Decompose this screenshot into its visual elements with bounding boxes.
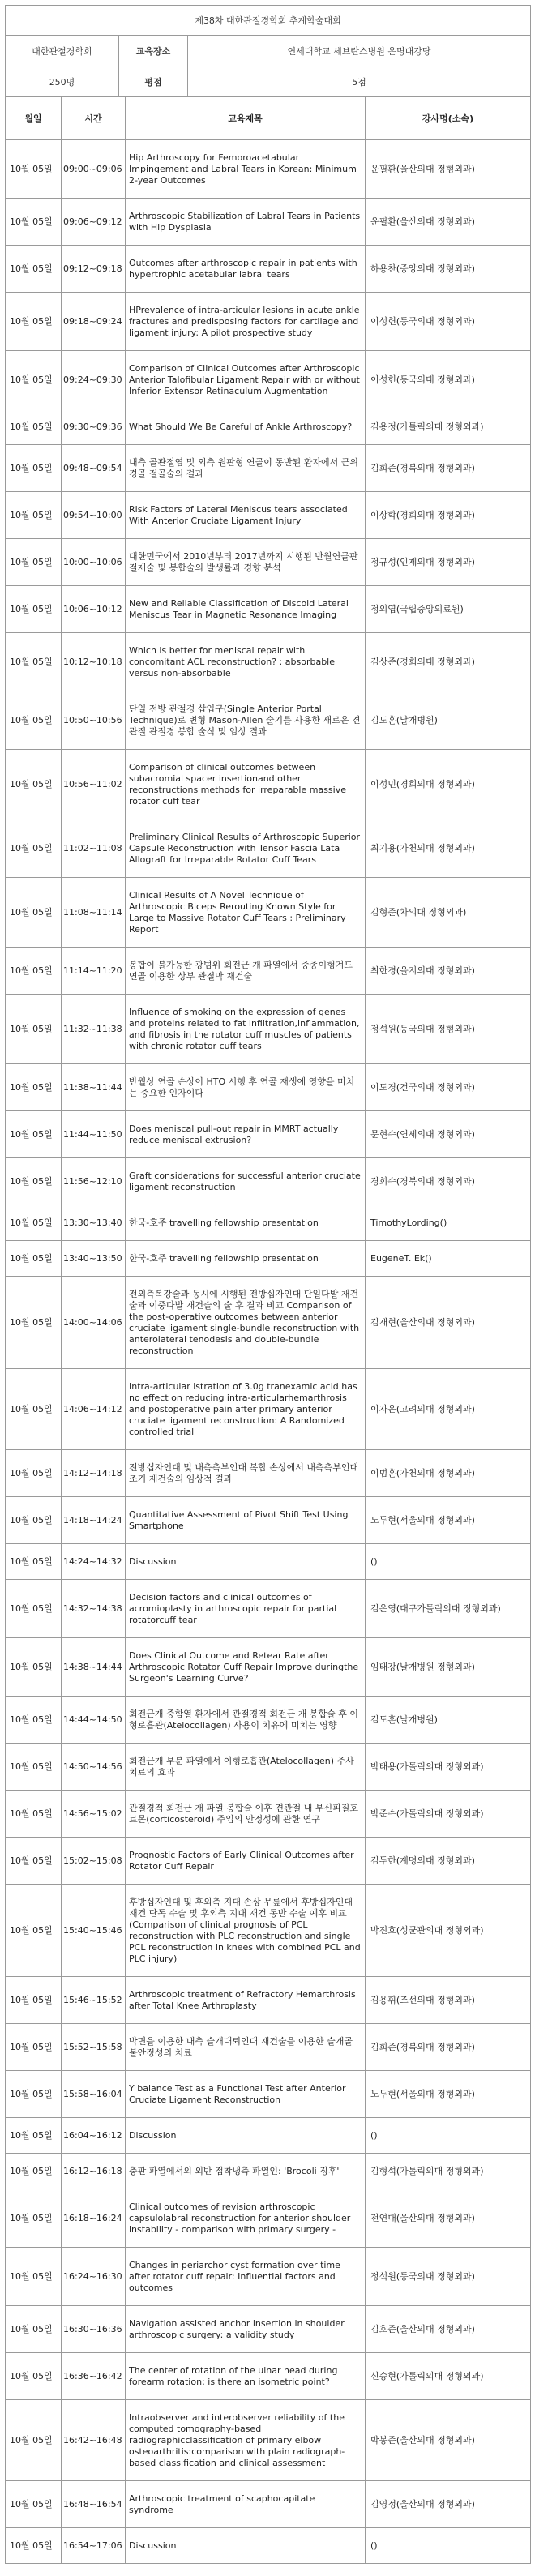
session-topic: 충판 파열에서의 외반 접착냉측 파열인: 'Brocoli 징후' — [126, 2154, 366, 2189]
session-row — [6, 1885, 531, 1977]
session-date: 10월 05일 — [6, 750, 62, 819]
session-time: 15:58~16:04 — [62, 2071, 126, 2118]
session-speaker: 노두현(서울의대 정형외과) — [366, 2071, 531, 2118]
session-time: 16:30~16:36 — [62, 2306, 126, 2353]
session-date: 10월 05일 — [6, 1369, 62, 1450]
session-topic: Hip Arthroscopy for Femoroacetabular Impingement and Labral Tears in Korean: Minimum 2-year Outcomes — [126, 140, 366, 199]
session-speaker: 김영정(울산의대 정형외과) — [366, 2481, 531, 2528]
session-date: 10월 05일 — [6, 199, 62, 246]
session-row — [6, 1977, 531, 2024]
session-topic: 한국-호주 travelling fellowship presentation — [126, 1241, 366, 1277]
session-row — [6, 2118, 531, 2154]
session-speaker: () — [366, 2118, 531, 2154]
session-date: 10월 05일 — [6, 409, 62, 445]
session-speaker: 김상준(경희의대 정형외과) — [366, 633, 531, 691]
session-topic: 단일 전방 관절경 삽입구(Single Anterior Portal Technique)로 변형 Mason-Allen 술기를 사용한 새로운 견관절 관절경 봉합 술식 및 임상 결과 — [126, 691, 366, 750]
session-speaker: 최기용(가천의대 정형외과) — [366, 819, 531, 878]
session-date: 10월 05일 — [6, 539, 62, 586]
session-speaker: 이도경(건국의대 정형외과) — [366, 1064, 531, 1111]
session-date: 10월 05일 — [6, 1205, 62, 1241]
session-row — [6, 539, 531, 586]
session-topic: Clinical Results of A Novel Technique of Arthroscopic Biceps Rerouting Known Style for Large to Massive Rotator Cuff Tears : Preliminary Report — [126, 878, 366, 948]
session-row — [6, 409, 531, 445]
session-date: 10월 05일 — [6, 351, 62, 409]
session-topic: Intraobserver and interobserver reliability of the computed tomography-based radiographicclassification of primary elbow osteoarthritis:comparison with plain radiograph-based classification and clinical assessment — [126, 2400, 366, 2481]
session-speaker: 이성민(경희의대 정형외과) — [366, 750, 531, 819]
session-row — [6, 586, 531, 633]
program-title: 제38차 대한관절경학회 추계학술대회 — [6, 6, 531, 36]
session-row — [6, 1111, 531, 1158]
session-time: 14:24~14:32 — [62, 1544, 126, 1580]
session-topic: HPrevalence of intra-articular lesions in acute ankle fractures and predisposing factors for cartilage and ligament injury: A pilot prospective study — [126, 293, 366, 351]
session-topic: Navigation assisted anchor insertion in shoulder arthroscopic surgery: a validity study — [126, 2306, 366, 2353]
session-speaker: 정석원(동국의대 정형외과) — [366, 995, 531, 1064]
session-topic: Prognostic Factors of Early Clinical Outcomes after Rotator Cuff Repair — [126, 1838, 366, 1885]
session-time: 09:12~09:18 — [62, 246, 126, 293]
session-speaker: 박진호(성균관의대 정형외과) — [366, 1885, 531, 1977]
session-topic: Decision factors and clinical outcomes of acromioplasty in arthroscopic repair for partial rotatorcuff tear — [126, 1580, 366, 1638]
session-speaker: 김호준(울산의대 정형외과) — [366, 2306, 531, 2353]
session-time: 16:42~16:48 — [62, 2400, 126, 2481]
session-speaker: 박준수(가톨릭의대 정형외과) — [366, 1791, 531, 1838]
session-topic: 한국-호주 travelling fellowship presentation — [126, 1205, 366, 1241]
session-topic: 반월상 연골 손상이 HTO 시행 후 연골 재생에 영향을 미치는 중요한 인자이다 — [126, 1064, 366, 1111]
session-row — [6, 2481, 531, 2528]
session-speaker: 김희준(경북의대 정형외과) — [366, 445, 531, 492]
session-date: 10월 05일 — [6, 1450, 62, 1497]
session-row — [6, 1638, 531, 1697]
session-topic: The center of rotation of the ulnar head during forearm rotation: is there an isometric point? — [126, 2353, 366, 2400]
session-date: 10월 05일 — [6, 293, 62, 351]
session-time: 10:50~10:56 — [62, 691, 126, 750]
session-time: 09:30~09:36 — [62, 409, 126, 445]
session-row — [6, 2528, 531, 2564]
session-time: 09:48~09:54 — [62, 445, 126, 492]
session-date: 10월 05일 — [6, 1241, 62, 1277]
session-time: 16:04~16:12 — [62, 2118, 126, 2154]
session-date: 10월 05일 — [6, 246, 62, 293]
session-speaker: 이범훈(가천의대 정형외과) — [366, 1450, 531, 1497]
session-topic: Arthroscopic treatment of Refractory Hemarthrosis after Total Knee Arthroplasty — [126, 1977, 366, 2024]
session-topic: Y balance Test as a Functional Test after Anterior Cruciate Ligament Reconstruction — [126, 2071, 366, 2118]
session-time: 11:08~11:14 — [62, 878, 126, 948]
session-time: 14:18~14:24 — [62, 1497, 126, 1544]
session-topic: What Should We Be Careful of Ankle Arthroscopy? — [126, 409, 366, 445]
session-row — [6, 445, 531, 492]
session-row — [6, 1744, 531, 1791]
session-time: 09:24~09:30 — [62, 351, 126, 409]
session-time: 09:00~09:06 — [62, 140, 126, 199]
session-row — [6, 492, 531, 539]
capacity: 250명 — [6, 66, 119, 97]
session-speaker: 윤필환(울산의대 정형외과) — [366, 199, 531, 246]
session-speaker: 윤필환(울산의대 정형외과) — [366, 140, 531, 199]
session-time: 16:24~16:30 — [62, 2248, 126, 2306]
session-speaker: 노두현(서울의대 정형외과) — [366, 1497, 531, 1544]
credits: 5점 — [188, 66, 531, 97]
session-time: 13:40~13:50 — [62, 1241, 126, 1277]
program-header-table — [5, 5, 531, 97]
session-time: 15:46~15:52 — [62, 1977, 126, 2024]
session-topic: Discussion — [126, 2118, 366, 2154]
session-date: 10월 05일 — [6, 586, 62, 633]
session-row — [6, 2071, 531, 2118]
session-topic: 후방십자인대 및 후외측 지대 손상 무릎에서 후방십자인대 재건 단독 수술 및 후외측 지대 재건 동반 수술 예후 비교(Comparison of clinical prognosis of PCL reconstruction with PLC reconstruction and single PCL reconstruction in knees with combined PCL and PLC injury) — [126, 1885, 366, 1977]
session-speaker: TimothyLording() — [366, 1205, 531, 1241]
session-topic: Does meniscal pull-out repair in MMRT actually reduce meniscal extrusion? — [126, 1111, 366, 1158]
session-time: 10:00~10:06 — [62, 539, 126, 586]
session-topic: Intra-articular istration of 3.0g tranexamic acid has no effect on reducing intra-articularhemarthrosis and postoperative pain after primary anterior cruciate ligament reconstruction: A Randomized controlled trial — [126, 1369, 366, 1450]
session-time: 14:44~14:50 — [62, 1697, 126, 1744]
session-date: 10월 05일 — [6, 2071, 62, 2118]
session-speaker: 김희준(경북의대 정형외과) — [366, 2024, 531, 2071]
session-speaker: 김용정(가톨릭의대 정형외과) — [366, 409, 531, 445]
credit-label: 평점 — [119, 66, 188, 97]
session-time: 16:48~16:54 — [62, 2481, 126, 2528]
session-topic: Outcomes after arthroscopic repair in patients with hypertrophic acetabular labral tears — [126, 246, 366, 293]
session-speaker: 김재현(울산의대 정형외과) — [366, 1277, 531, 1369]
session-time: 14:38~14:44 — [62, 1638, 126, 1697]
session-date: 10월 05일 — [6, 2154, 62, 2189]
session-time: 11:44~11:50 — [62, 1111, 126, 1158]
session-row — [6, 2024, 531, 2071]
session-date: 10월 05일 — [6, 2118, 62, 2154]
session-topic: Discussion — [126, 2528, 366, 2564]
organizer: 대한관절경학회 — [6, 36, 119, 66]
session-row — [6, 1791, 531, 1838]
session-date: 10월 05일 — [6, 2189, 62, 2248]
session-time: 14:50~14:56 — [62, 1744, 126, 1791]
session-date: 10월 05일 — [6, 1838, 62, 1885]
session-row — [6, 2154, 531, 2189]
session-topic: Graft considerations for successful anterior cruciate ligament reconstruction — [126, 1158, 366, 1205]
session-topic: Arthroscopic treatment of scaphocapitate syndrome — [126, 2481, 366, 2528]
session-speaker: 최한경(을지의대 정형외과) — [366, 948, 531, 995]
session-speaker: 정석원(동국의대 정형외과) — [366, 2248, 531, 2306]
session-row — [6, 948, 531, 995]
program-sheet — [5, 5, 530, 2564]
session-date: 10월 05일 — [6, 2306, 62, 2353]
session-date: 10월 05일 — [6, 2248, 62, 2306]
session-row — [6, 2248, 531, 2306]
session-topic: 내측 골관절염 및 외측 원판형 연골이 동반된 환자에서 근위 경골 절골술의 결과 — [126, 445, 366, 492]
session-topic: Influence of smoking on the expression of genes and proteins related to fat infiltration,inflammation, and fibrosis in the rotator cuff muscles of patients with chronic rotator cuff tears — [126, 995, 366, 1064]
session-topic: 회전근개 부분 파열에서 이형로흡관(Atelocollagen) 주사 치료의 효과 — [126, 1744, 366, 1791]
session-time: 10:12~10:18 — [62, 633, 126, 691]
session-speaker: 전연대(울산의대 정형외과) — [366, 2189, 531, 2248]
session-time: 15:02~15:08 — [62, 1838, 126, 1885]
session-time: 16:12~16:18 — [62, 2154, 126, 2189]
session-time: 10:06~10:12 — [62, 586, 126, 633]
column-header-date: 월일 — [6, 97, 62, 140]
session-row — [6, 246, 531, 293]
session-time: 11:38~11:44 — [62, 1064, 126, 1111]
session-date: 10월 05일 — [6, 691, 62, 750]
session-row — [6, 351, 531, 409]
session-time: 16:54~17:06 — [62, 2528, 126, 2564]
session-speaker: 신승현(가톨릭의대 정형외과) — [366, 2353, 531, 2400]
session-date: 10월 05일 — [6, 445, 62, 492]
column-header-speaker: 강사명(소속) — [366, 97, 531, 140]
session-row — [6, 1158, 531, 1205]
session-time: 14:12~14:18 — [62, 1450, 126, 1497]
session-date: 10월 05일 — [6, 2528, 62, 2564]
session-speaker: () — [366, 2528, 531, 2564]
session-speaker: 박봉준(울산의대 정형외과) — [366, 2400, 531, 2481]
session-topic: Changes in periarchor cyst formation over time after rotator cuff repair: Influential factors and outcomes — [126, 2248, 366, 2306]
session-table — [5, 96, 531, 2564]
session-row — [6, 2400, 531, 2481]
session-speaker: 김두한(계명의대 정형외과) — [366, 1838, 531, 1885]
session-speaker: 김은영(대구가톨릭의대 정형외과) — [366, 1580, 531, 1638]
session-time: 09:06~09:12 — [62, 199, 126, 246]
session-topic: Arthroscopic Stabilization of Labral Tears in Patients with Hip Dysplasia — [126, 199, 366, 246]
session-topic: Comparison of clinical outcomes between subacromial spacer insertionand other reconstructions methods for irreparable massive rotator cuff tear — [126, 750, 366, 819]
session-topic: Does Clinical Outcome and Retear Rate after Arthroscopic Rotator Cuff Repair Improve duringthe Surgeon's Learning Curve? — [126, 1638, 366, 1697]
column-header-time: 시간 — [62, 97, 126, 140]
session-speaker: 경희수(경북의대 정형외과) — [366, 1158, 531, 1205]
session-speaker: 김용휘(조선의대 정형외과) — [366, 1977, 531, 2024]
session-row — [6, 140, 531, 199]
session-time: 09:54~10:00 — [62, 492, 126, 539]
session-row — [6, 1450, 531, 1497]
session-date: 10월 05일 — [6, 1638, 62, 1697]
session-topic: Clinical outcomes of revision arthroscopic capsulolabral reconstruction for anterior shoulder instability - comparison with primary surgery - — [126, 2189, 366, 2248]
session-date: 10월 05일 — [6, 2353, 62, 2400]
session-speaker: 임태강(날개병원 정형외과) — [366, 1638, 531, 1697]
session-time: 16:18~16:24 — [62, 2189, 126, 2248]
session-topic: 전외측복강술과 동시에 시행된 전방십자인대 단일다발 재건술과 이중다발 재건술의 술 후 결과 비교 Comparison of the post-operative outcomes between anterior cruciate ligament single-bundle reconstruction with anterolateral tenodesis and double-bundle reconstruction — [126, 1277, 366, 1369]
session-row — [6, 1580, 531, 1638]
session-speaker: 정규성(인제의대 정형외과) — [366, 539, 531, 586]
session-row — [6, 2353, 531, 2400]
session-topic: New and Reliable Classification of Discoid Lateral Meniscus Tear in Magnetic Resonance Imaging — [126, 586, 366, 633]
session-date: 10월 05일 — [6, 1497, 62, 1544]
session-speaker: () — [366, 1544, 531, 1580]
session-time: 14:32~14:38 — [62, 1580, 126, 1638]
session-date: 10월 05일 — [6, 1544, 62, 1580]
session-speaker: 박태용(가톨릭의대 정형외과) — [366, 1744, 531, 1791]
session-speaker: 하용찬(중앙의대 정형외과) — [366, 246, 531, 293]
session-topic: Quantitative Assessment of Pivot Shift Test Using Smartphone — [126, 1497, 366, 1544]
session-topic: 박면을 이용한 내측 슬개대퇴인대 재건술을 이용한 슬개골 불안정성의 치료 — [126, 2024, 366, 2071]
session-speaker: 이자운(고려의대 정형외과) — [366, 1369, 531, 1450]
session-row — [6, 1277, 531, 1369]
session-speaker: 정의엽(국립중앙의료원) — [366, 586, 531, 633]
session-topic: 전방십자인대 및 내측측부인대 복합 손상에서 내측측부인대 조기 재건술의 임상적 결과 — [126, 1450, 366, 1497]
session-row — [6, 633, 531, 691]
session-date: 10월 05일 — [6, 1744, 62, 1791]
session-table-header — [6, 97, 531, 140]
column-header-topic: 교육제목 — [126, 97, 366, 140]
session-date: 10월 05일 — [6, 878, 62, 948]
session-time: 14:00~14:06 — [62, 1277, 126, 1369]
session-row — [6, 1838, 531, 1885]
session-speaker: EugeneT. Ek() — [366, 1241, 531, 1277]
session-date: 10월 05일 — [6, 1580, 62, 1638]
session-date: 10월 05일 — [6, 2400, 62, 2481]
session-row — [6, 2189, 531, 2248]
session-date: 10월 05일 — [6, 492, 62, 539]
venue: 연세대학교 세브란스병원 은명대강당 — [188, 36, 531, 66]
session-time: 15:40~15:46 — [62, 1885, 126, 1977]
session-topic: Discussion — [126, 1544, 366, 1580]
session-row — [6, 199, 531, 246]
session-time: 15:52~15:58 — [62, 2024, 126, 2071]
session-time: 16:36~16:42 — [62, 2353, 126, 2400]
session-row — [6, 878, 531, 948]
session-date: 10월 05일 — [6, 2481, 62, 2528]
session-date: 10월 05일 — [6, 1885, 62, 1977]
session-row — [6, 995, 531, 1064]
session-topic: 회전근개 중함열 환자에서 관절경적 회전근 개 봉합술 후 이형로흡관(Atelocollagen) 사용이 치유에 미치는 영향 — [126, 1697, 366, 1744]
session-time: 13:30~13:40 — [62, 1205, 126, 1241]
session-row — [6, 1544, 531, 1580]
session-speaker: 김형준(차의대 정형외과) — [366, 878, 531, 948]
session-row — [6, 293, 531, 351]
session-row — [6, 750, 531, 819]
session-date: 10월 05일 — [6, 140, 62, 199]
session-speaker: 이성헌(동국의대 정형외과) — [366, 293, 531, 351]
session-time: 11:56~12:10 — [62, 1158, 126, 1205]
session-date: 10월 05일 — [6, 1977, 62, 2024]
session-time: 14:06~14:12 — [62, 1369, 126, 1450]
session-row — [6, 1064, 531, 1111]
session-speaker: 김도훈(날개병원) — [366, 691, 531, 750]
session-date: 10월 05일 — [6, 1158, 62, 1205]
session-speaker: 문현수(연세의대 정형외과) — [366, 1111, 531, 1158]
session-date: 10월 05일 — [6, 2024, 62, 2071]
session-time: 11:14~11:20 — [62, 948, 126, 995]
session-speaker: 김도훈(날개병원) — [366, 1697, 531, 1744]
session-row — [6, 1697, 531, 1744]
session-date: 10월 05일 — [6, 995, 62, 1064]
session-date: 10월 05일 — [6, 1064, 62, 1111]
session-topic: Preliminary Clinical Results of Arthroscopic Superior Capsule Reconstruction with Tensor Fascia Lata Allograft for Irreparable Rotator Cuff Tears — [126, 819, 366, 878]
session-time: 11:02~11:08 — [62, 819, 126, 878]
session-date: 10월 05일 — [6, 1697, 62, 1744]
venue-label: 교육장소 — [119, 36, 188, 66]
session-row — [6, 1369, 531, 1450]
session-row — [6, 1497, 531, 1544]
session-row — [6, 1205, 531, 1241]
session-date: 10월 05일 — [6, 1277, 62, 1369]
session-time: 09:18~09:24 — [62, 293, 126, 351]
session-topic: 봉합이 불가능한 광범위 회전근 개 파열에서 중종이형겨드 연골 이용한 상부 관절막 재건술 — [126, 948, 366, 995]
session-speaker: 이성헌(동국의대 정형외과) — [366, 351, 531, 409]
session-topic: 대한민국에서 2010년부터 2017년까지 시행된 반월연골판 절제술 및 봉합술의 발생률과 경향 분석 — [126, 539, 366, 586]
session-date: 10월 05일 — [6, 1791, 62, 1838]
session-date: 10월 05일 — [6, 819, 62, 878]
session-row — [6, 1241, 531, 1277]
session-speaker: 김형석(가톨릭의대 정형외과) — [366, 2154, 531, 2189]
session-topic: Risk Factors of Lateral Meniscus tears associated With Anterior Cruciate Ligament Injury — [126, 492, 366, 539]
session-row — [6, 691, 531, 750]
session-speaker: 이상학(경희의대 정형외과) — [366, 492, 531, 539]
session-topic: 관절경적 회전근 개 파열 봉합술 이후 견관절 내 부신피질호르몬(corticosteroid) 주입의 안정성에 관한 연구 — [126, 1791, 366, 1838]
session-row — [6, 819, 531, 878]
session-topic: Comparison of Clinical Outcomes after Arthroscopic Anterior Talofibular Ligament Repair with or without Inferior Extensor Retinaculum Augmentation — [126, 351, 366, 409]
session-date: 10월 05일 — [6, 1111, 62, 1158]
session-date: 10월 05일 — [6, 633, 62, 691]
session-time: 10:56~11:02 — [62, 750, 126, 819]
session-time: 14:56~15:02 — [62, 1791, 126, 1838]
session-row — [6, 2306, 531, 2353]
session-time: 11:32~11:38 — [62, 995, 126, 1064]
session-topic: Which is better for meniscal repair with concomitant ACL reconstruction? : absorbable versus non-absorbable — [126, 633, 366, 691]
session-date: 10월 05일 — [6, 948, 62, 995]
